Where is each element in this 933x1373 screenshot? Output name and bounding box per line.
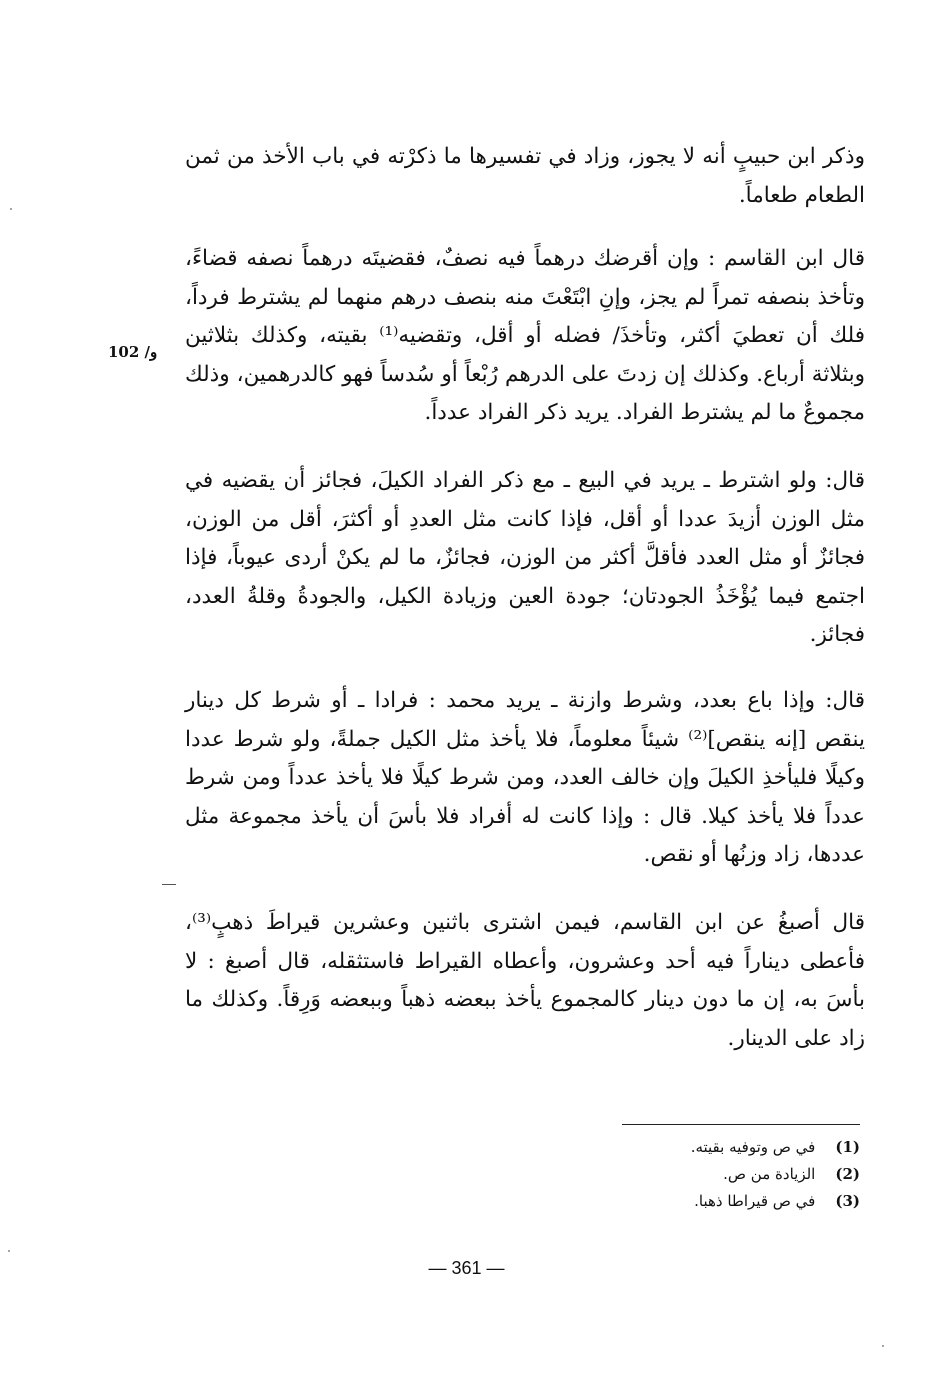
footnote-number: (3) <box>835 1192 860 1210</box>
paragraph-4 <box>185 682 865 875</box>
footnote-text: الزيادة من ص. <box>723 1165 816 1183</box>
footnote-2 <box>470 1161 860 1188</box>
paragraph-3 <box>185 462 865 655</box>
footnote-separator <box>622 1124 860 1125</box>
margin-folio-note: 102 /و <box>108 343 158 361</box>
paragraph-text: قال: وإذا باع بعدد، وشرط وازنة ـ يريد محمد : فرادا ـ أو شرط كل دينار ينقص [إنه ينقص]⁽²⁾ شيئاً معلوماً، فلا يأخذ مثل الكيل جملةً، ولو شرط عددا وكيلًا فليأخذِ الكيلَ وإن خالف العدد، ومن شرط كيلًا فلا يأخذ عدداً ومن شرط عدداً فلا يأخذ كيلا. قال : وإذا كانت له أفراد فلا بأسَ أن يأخذ مجموعة مثل عددها، زاد وزنُها أو نقص. <box>185 688 865 867</box>
paragraph-text: وذكر ابن حبيبٍ أنه لا يجوز، وزاد في تفسيرها ما ذكرْته في باب الأخذ من ثمن الطعام طعاماً. <box>185 144 865 208</box>
page-number: — 361 — <box>428 1258 505 1278</box>
footnote-text: في ص وتوفيه بقيته. <box>690 1138 816 1156</box>
paragraph-text: قال أصبغُ عن ابن القاسم، فيمن اشترى باثنين وعشرين قيراطَ ذهبٍ⁽³⁾، فأعطى ديناراً فيه أحد وعشرون، وأعطاه القيراط فاستثقله، قال أصبغ : لا بأسَ به، إن ما دون دينار كالمجموع يأخذ ببعضه ذهباً وببعضه وَرِقاً. وكذلك ما زاد على الدينار. <box>185 910 865 1051</box>
footnote-text: في ص قيراطا ذهبا. <box>694 1192 816 1210</box>
footnote-number: (1) <box>835 1138 860 1156</box>
scan-speck <box>8 1250 10 1252</box>
paragraph-2 <box>185 240 865 433</box>
paragraph-text: قال ابن القاسم : وإن أقرضك درهماً فيه نصفٌ، فقضيتَه درهماً نصفه قضاءً، وتأخذ بنصفه تمراً لم يجز، وإنِ ابْتَعْتَ منه بنصف درهم منهما لم يشترط فرداً، فلك أن تعطيَ أكثر، وتأخذَ/ فضله أو أقل، وتقضيه⁽¹⁾ بقيته، وكذلك بثلاثين وبثلاثة أرباع. وكذلك إن زدتَ على الدرهم رُبْعاً أو سُدساً فهو كالدرهمين، وذلك مجموعٌ ما لم يشترط الفراد. يريد ذكر الفراد عدداً. <box>185 246 865 425</box>
footnote-number: (2) <box>835 1165 860 1183</box>
margin-dash-mark <box>162 884 176 885</box>
footnotes <box>470 1134 860 1215</box>
footnote-1 <box>470 1134 860 1161</box>
scan-speck <box>882 1345 884 1347</box>
paragraph-text: قال: ولو اشترط ـ يريد في البيع ـ مع ذكر الفراد الكيلَ، فجائز أن يقضيه في مثل الوزن أزيدَ عددا أو أقل، فإذا كانت مثل العددِ أو أكثرَ، أقل من الوزن، فجائزٌ أو مثل العدد فأقلَّ أكثر من الوزن، فجائزٌ، ما لم يكنْ أردى عيوباً، فإذا اجتمع فيما يُؤْخَذُ الجودتان؛ جودة العين وزيادة الكيل، والجودةُ وقلةُ العدد، فجائز. <box>185 468 865 647</box>
paragraph-1 <box>185 138 865 215</box>
paragraph-5 <box>185 904 865 1058</box>
footnote-3 <box>470 1188 860 1215</box>
scan-speck <box>10 208 12 210</box>
